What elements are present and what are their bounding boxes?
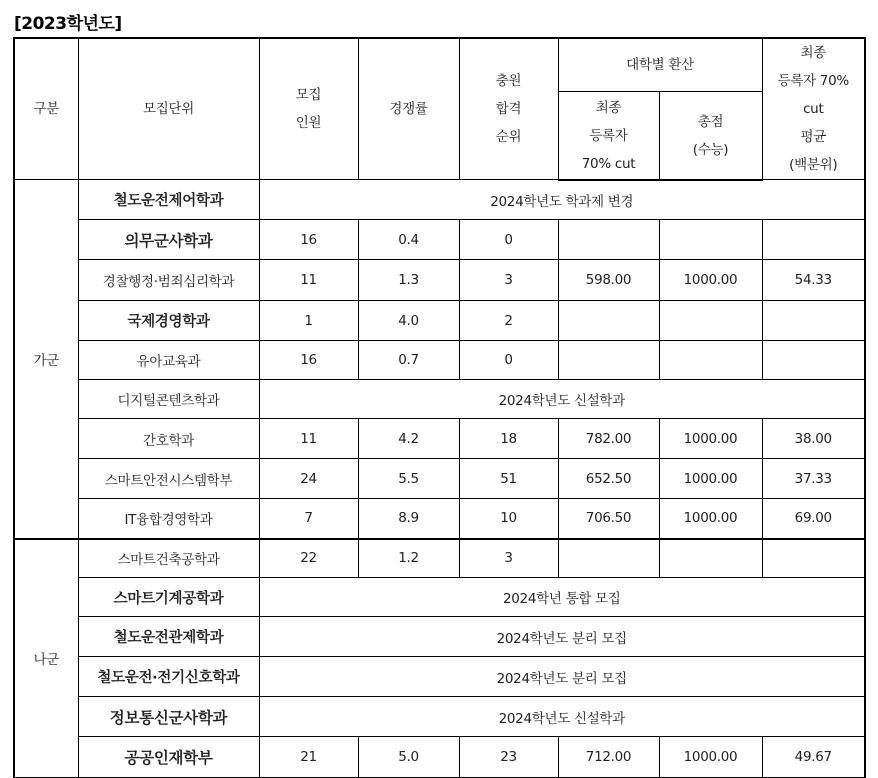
percentile-cell: 54.33: [762, 260, 865, 301]
rank-cell: 10: [459, 499, 558, 539]
group-label: 나군: [14, 539, 78, 778]
capacity-cell: 16: [259, 220, 358, 260]
final70-cell: [558, 341, 659, 380]
final70-cell: [558, 539, 659, 578]
table-row: [14, 180, 865, 220]
table-row: [14, 617, 865, 657]
header-competition: 경쟁률: [358, 38, 459, 180]
table-row: [14, 459, 865, 499]
final70-cell: 652.50: [558, 459, 659, 499]
total-cell: [659, 301, 762, 341]
competition-cell: 4.2: [358, 419, 459, 459]
header-rank: 충원 합격 순위: [459, 38, 558, 180]
capacity-cell: 16: [259, 341, 358, 380]
final70-cell: 782.00: [558, 419, 659, 459]
capacity-cell: 7: [259, 499, 358, 539]
total-cell: [659, 220, 762, 260]
row-note: 2024학년도 학과제 변경: [259, 180, 865, 220]
header-total: 총점 (수능): [659, 91, 762, 179]
capacity-cell: 11: [259, 260, 358, 301]
percentile-cell: [762, 539, 865, 578]
row-note: 2024학년도 신설학과: [259, 380, 865, 419]
total-cell: [659, 539, 762, 578]
unit-name: 유아교육과: [78, 341, 259, 380]
capacity-cell: 21: [259, 737, 358, 778]
percentile-cell: [762, 301, 865, 341]
unit-name: 경찰행정·범죄심리학과: [78, 260, 259, 301]
unit-name: 스마트안전시스템학부: [78, 459, 259, 499]
competition-cell: 0.4: [358, 220, 459, 260]
unit-name: 국제경영학과: [78, 301, 259, 341]
header-capacity: 모집 인원: [259, 38, 358, 180]
unit-name: 정보통신군사학과: [78, 697, 259, 737]
table-row: [14, 657, 865, 697]
table-row: [14, 578, 865, 617]
admission-table: [13, 37, 866, 778]
unit-name: 의무군사학과: [78, 220, 259, 260]
page-title: [2023학년도]: [14, 14, 122, 34]
final70-cell: [558, 220, 659, 260]
capacity-cell: 11: [259, 419, 358, 459]
rank-cell: 23: [459, 737, 558, 778]
competition-cell: 1.3: [358, 260, 459, 301]
header-gubun: 구분: [14, 38, 78, 180]
table-row: [14, 697, 865, 737]
total-cell: 1000.00: [659, 419, 762, 459]
header-final70: 최종 등록자 70% cut: [558, 91, 659, 179]
header-conversion: 대학별 환산: [558, 38, 762, 91]
rank-cell: 18: [459, 419, 558, 459]
table-row: [14, 380, 865, 419]
final70-cell: 706.50: [558, 499, 659, 539]
percentile-cell: 38.00: [762, 419, 865, 459]
total-cell: 1000.00: [659, 737, 762, 778]
capacity-cell: 1: [259, 301, 358, 341]
total-cell: 1000.00: [659, 499, 762, 539]
rank-cell: 3: [459, 539, 558, 578]
header-percentile: 최종 등록자 70% cut 평균 (백분위): [762, 38, 865, 180]
competition-cell: 5.5: [358, 459, 459, 499]
row-note: 2024학년도 신설학과: [259, 697, 865, 737]
percentile-cell: 69.00: [762, 499, 865, 539]
final70-cell: [558, 301, 659, 341]
table-row: [14, 419, 865, 459]
unit-name: 스마트건축공학과: [78, 539, 259, 578]
unit-name: 철도운전관제학과: [78, 617, 259, 657]
unit-name: IT융합경영학과: [78, 499, 259, 539]
rank-cell: 51: [459, 459, 558, 499]
row-note: 2024학년도 분리 모집: [259, 617, 865, 657]
final70-cell: 712.00: [558, 737, 659, 778]
capacity-cell: 24: [259, 459, 358, 499]
competition-cell: 4.0: [358, 301, 459, 341]
unit-name: 철도운전·전기신호학과: [78, 657, 259, 697]
unit-name: 간호학과: [78, 419, 259, 459]
competition-cell: 5.0: [358, 737, 459, 778]
total-cell: [659, 341, 762, 380]
rank-cell: 0: [459, 220, 558, 260]
table-row: [14, 260, 865, 301]
rank-cell: 2: [459, 301, 558, 341]
row-note: 2024학년 통합 모집: [259, 578, 865, 617]
rank-cell: 0: [459, 341, 558, 380]
competition-cell: 0.7: [358, 341, 459, 380]
competition-cell: 1.2: [358, 539, 459, 578]
percentile-cell: 37.33: [762, 459, 865, 499]
percentile-cell: [762, 341, 865, 380]
header-row: [14, 38, 865, 91]
unit-name: 스마트기계공학과: [78, 578, 259, 617]
final70-cell: 598.00: [558, 260, 659, 301]
table-row: [14, 220, 865, 260]
table-row: [14, 301, 865, 341]
total-cell: 1000.00: [659, 459, 762, 499]
unit-name: 디지털콘텐츠학과: [78, 380, 259, 419]
header-unit: 모집단위: [78, 38, 259, 180]
percentile-cell: [762, 220, 865, 260]
capacity-cell: 22: [259, 539, 358, 578]
percentile-cell: 49.67: [762, 737, 865, 778]
total-cell: 1000.00: [659, 260, 762, 301]
unit-name: 철도운전제어학과: [78, 180, 259, 220]
table-row: [14, 341, 865, 380]
competition-cell: 8.9: [358, 499, 459, 539]
table-row: [14, 499, 865, 539]
unit-name: 공공인재학부: [78, 737, 259, 778]
table-row: [14, 737, 865, 778]
table-row: [14, 539, 865, 578]
row-note: 2024학년도 분리 모집: [259, 657, 865, 697]
rank-cell: 3: [459, 260, 558, 301]
group-label: 가군: [14, 180, 78, 539]
